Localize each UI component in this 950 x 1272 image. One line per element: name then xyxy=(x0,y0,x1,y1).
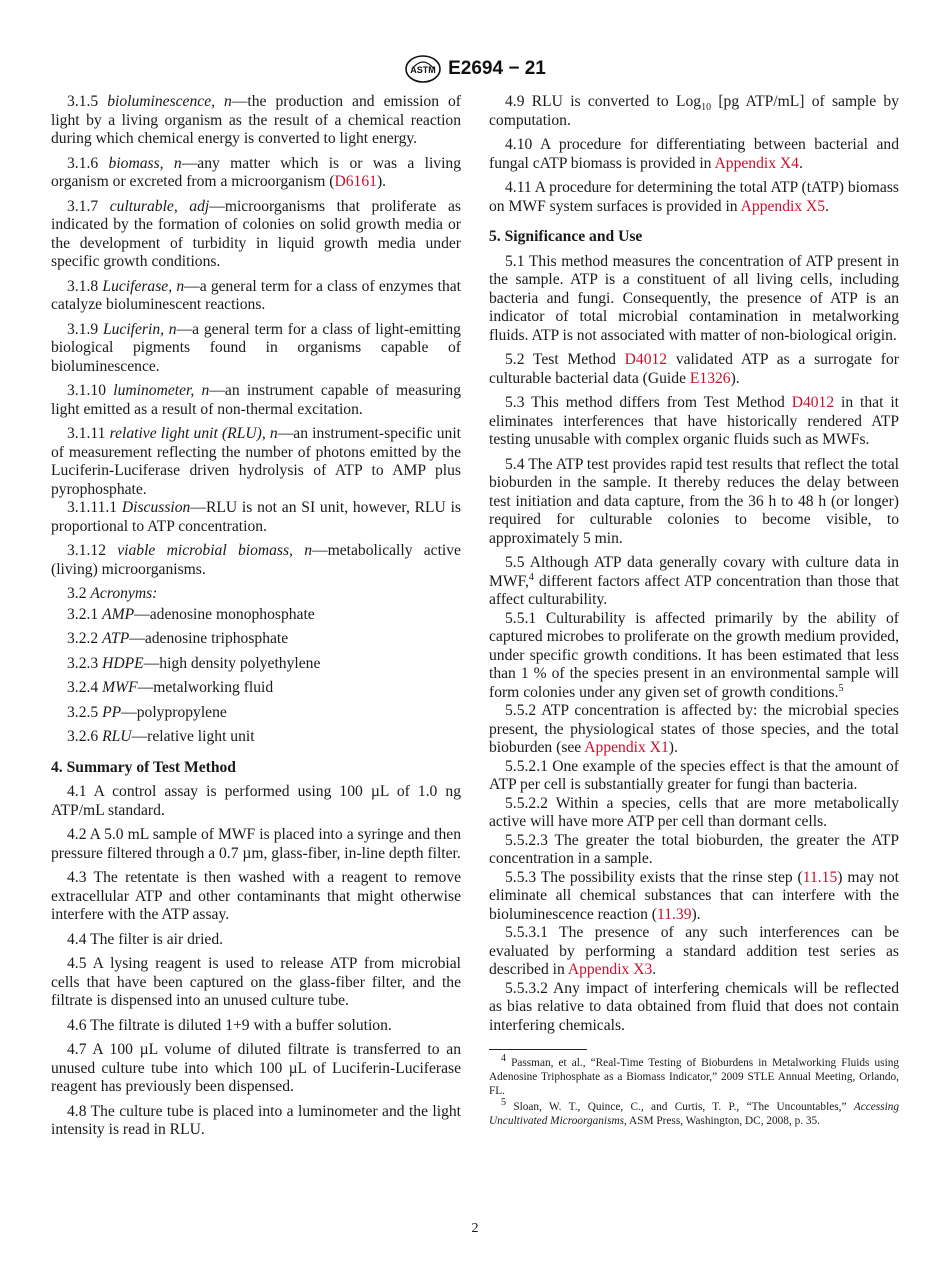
para-4-10: 4.10 A procedure for differentiating between bacterial and fungal cATP biomass is provided in Appendix X4. xyxy=(489,136,899,172)
right-column xyxy=(489,93,899,1130)
acronyms-heading: 3.2 Acronyms: xyxy=(67,585,158,602)
para-5-5: 5.5 Although ATP data generally covary with culture data in MWF,$^4$ different factors affect ATP concentration than those that affect culturability. xyxy=(489,554,899,608)
link-appendix-x3[interactable]: Appendix X3 xyxy=(567,961,653,978)
term-3-1-5: 3.1.5 bioluminescence, n—the production and emission of light by a living organism as the result of a chemical reaction during which chemical energy is converted to light energy. xyxy=(51,93,462,147)
para-4-8: 4.8 The culture tube is placed into a luminometer and the light intensity is read in RLU. xyxy=(51,1102,461,1138)
term-3-1-11-1: 3.1.11.1 Discussion—RLU is not an SI unit, however, RLU is proportional to ATP concentration. xyxy=(51,499,461,535)
para-5-5-1: 5.5.1 Culturability is affected primarily by the ability of captured microbes to proliferate on the growth medium provided, under specific growth conditions. It has been estimated that less than 1 % of the species present in an environmental sample will form colonies under any given set of growth conditions.$^5$ xyxy=(489,609,899,701)
term-3-1-6: 3.1.6 biomass, n—any matter which is or was a living organism or excreted from a microorganism (D6161). xyxy=(51,154,462,190)
term-3-1-7: 3.1.7 culturable, adj—microorganisms that proliferate as indicated by the formation of colonies on solid growth media or the development of turbidity in liquid growth media under specific growth conditions. xyxy=(51,197,461,270)
section-5-heading: 5. Significance and Use xyxy=(489,228,643,245)
logo-text: ASTM xyxy=(410,65,436,75)
left-column xyxy=(51,93,461,1146)
link-appendix-x1[interactable]: Appendix X1 xyxy=(584,739,669,756)
para-5-5-3: 5.5.3 The possibility exists that the rinse step (11.15) may not eliminate all chemical substances that can interfere with the bioluminescence reaction (11.39). xyxy=(489,868,900,923)
para-4-2: 4.2 A 5.0 mL sample of MWF is placed into a syringe and then pressure filtered through a 0.7 µm, glass-fiber, in-line depth filter. xyxy=(51,826,461,862)
acronym-amp: 3.2.1 AMP—adenosine monophosphate xyxy=(67,605,315,623)
page-number: 2 xyxy=(471,1221,479,1236)
para-4-11: 4.11 A procedure for determining the total ATP (tATP) biomass on MWF system surfaces is provided in Appendix X5. xyxy=(489,179,899,215)
para-4-6: 4.6 The filtrate is diluted 1+9 with a buffer solution. xyxy=(67,1016,392,1034)
link-e1326[interactable]: E1326 xyxy=(689,369,731,387)
para-4-7: 4.7 A 100 µL volume of diluted filtrate is transferred to an unused culture tube into which 100 µL of Luciferin-Luciferase reagent has previously been dispensed. xyxy=(51,1041,461,1095)
acronym-rlu: 3.2.6 RLU—relative light unit xyxy=(67,728,255,745)
acronym-atp: 3.2.2 ATP—adenosine triphosphate xyxy=(67,630,289,647)
para-5-5-3-1: 5.5.3.1 The presence of any such interferences can be evaluated by performing a standard addition test series as described in Appendix X3. xyxy=(489,924,899,978)
term-3-1-11: 3.1.11 relative light unit (RLU), n—an instrument-specific unit of measurement reflecting the number of photons emitted by the Luciferin-Luciferase driven hydrolysis of ATP to AMP plus pyrophosphate. xyxy=(51,425,461,498)
para-5-1: 5.1 This method measures the concentration of ATP present in the sample. ATP is a constituent of all living cells, including bacteria and fungi. Consequently, the presence of ATP is an indicator of total microbial contamination in metalworking fluids. ATP is not associated with matter of non-biological origin. xyxy=(489,252,899,344)
para-5-4: 5.4 The ATP test provides rapid test results that reflect the total bioburden in the sample. It thereby reduces the delay between test initiation and data capture, from the 36 h to 48 h (or longer) required for culturable colonies to become visible, to approximately 5 min. xyxy=(489,455,899,547)
link-d4012-2[interactable]: D4012 xyxy=(791,394,835,411)
footnote-5: $^5$ Sloan, W. T., Quince, C., and Curtis, T. P., “The Uncountables,” Accessing Uncultivated Microorganisms, ASM Press, Washington, DC, 2008, p. 35. xyxy=(489,1097,899,1127)
para-5-5-3-2: 5.5.3.2 Any impact of interfering chemicals will be reflected as bias relative to data obtained from fluid that does not contain interfering chemicals. xyxy=(489,979,899,1034)
para-5-3: 5.3 This method differs from Test Method D4012 in that it eliminates interferences that have historically rendered ATP testing unusable with complex organic fluids such as MWFs. xyxy=(489,394,899,448)
term-3-1-12: 3.1.12 viable microbial biomass, n—metabolically active (living) microorganisms. xyxy=(51,542,461,578)
acronym-hdpe: 3.2.3 HDPE—high density polyethylene xyxy=(67,654,321,672)
para-5-5-2: 5.5.2 ATP concentration is affected by: the microbial species present, the physiological states of those species, and the total bioburden (see Appendix X1). xyxy=(489,702,899,756)
link-11-39[interactable]: 11.39 xyxy=(657,905,692,923)
term-3-1-10: 3.1.10 luminometer, n—an instrument capable of measuring light emitted as a result of non-thermal excitation. xyxy=(51,382,461,418)
page-header xyxy=(0,52,950,86)
link-appendix-x4[interactable]: Appendix X4 xyxy=(714,154,799,172)
para-5-2: 5.2 Test Method D4012 validated ATP as a surrogate for culturable bacterial data (Guide E1326). xyxy=(489,351,899,387)
link-d6161[interactable]: D6161 xyxy=(334,173,377,190)
astm-logo-icon xyxy=(404,54,442,84)
para-5-5-2-1: 5.5.2.1 One example of the species effect is that the amount of ATP per cell is substantially greater for fungi than bacteria. xyxy=(489,757,899,793)
link-appendix-x5[interactable]: Appendix X5 xyxy=(740,197,826,215)
para-5-5-2-2: 5.5.2.2 Within a species, cells that are more metabolically active will have more ATP per cell than dormant cells. xyxy=(489,794,899,830)
link-11-15[interactable]: 11.15 xyxy=(802,868,838,886)
para-4-5: 4.5 A lysing reagent is used to release ATP from microbial cells that have been captured on the glass-fiber filter, and the filtrate is dispensed into an unused culture tube. xyxy=(51,955,461,1009)
footnote-divider xyxy=(489,1049,587,1050)
acronym-pp: 3.2.5 PP—polypropylene xyxy=(67,703,227,721)
para-5-5-2-3: 5.5.2.3 The greater the total bioburden, the greater the ATP concentration in a sample. xyxy=(489,831,899,867)
section-4-heading: 4. Summary of Test Method xyxy=(51,758,236,776)
para-4-1: 4.1 A control assay is performed using 100 µL of 1.0 ng ATP/mL standard. xyxy=(51,783,461,819)
para-4-3: 4.3 The retentate is then washed with a reagent to remove extracellular ATP and other contaminants that might otherwise interfere with the ATP assay. xyxy=(51,869,461,923)
link-d4012[interactable]: D4012 xyxy=(624,351,668,368)
document-id: E2694 − 21 xyxy=(448,58,546,79)
para-4-4: 4.4 The filter is air dried. xyxy=(67,930,224,948)
acronym-mwf: 3.2.4 MWF—metalworking fluid xyxy=(67,679,274,696)
footnote-4: $^4$ Passman, et al., “Real-Time Testing of Bioburdens in Metalworking Fluids using Adenosine Triphosphate as a Biomass Indicator,” 2009 STLE Annual Meeting, Orlando, FL. xyxy=(489,1053,899,1097)
term-3-1-8: 3.1.8 Luciferase, n—a general term for a class of enzymes that catalyze bioluminescent reactions. xyxy=(51,277,461,313)
para-4-9: 4.9 RLU is converted to Log$_{10}$ [pg ATP/mL] of sample by computation. xyxy=(489,93,899,129)
term-3-1-9: 3.1.9 Luciferin, n—a general term for a class of light-emitting biological pigments found in organisms capable of bioluminescence. xyxy=(51,320,461,375)
